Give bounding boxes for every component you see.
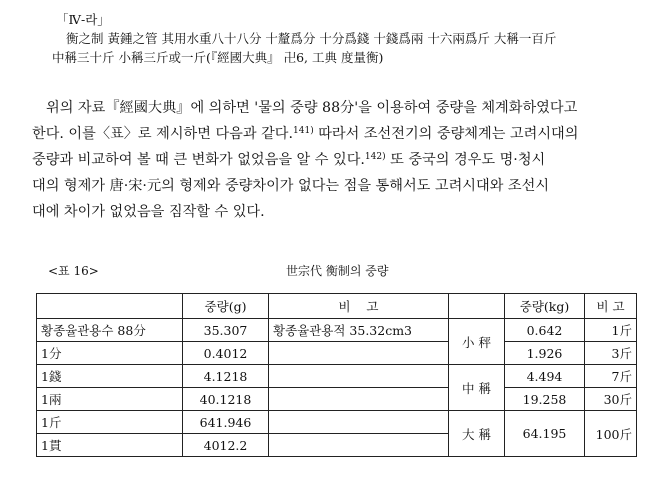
- scale-note-cell: 1斤: [585, 319, 637, 342]
- scale-note-cell: 7斤: [585, 365, 637, 388]
- table-row: [37, 365, 637, 388]
- header-unit: [37, 294, 183, 319]
- scale-note-cell: 100斤: [585, 411, 637, 457]
- weight-table: [36, 293, 637, 457]
- kg-cell: 4.494: [505, 365, 585, 388]
- table-caption: <표 16>: [48, 264, 99, 278]
- unit-cell: 1錢: [37, 365, 183, 388]
- quote-line-2: 中稱三十斤 小稱三斤或一斤(『經國大典』 卍6, 工典 度量衡): [52, 50, 384, 65]
- table-header-row: [37, 294, 637, 319]
- paragraph-line-5: 대에 차이가 없었음을 짐작할 수 있다.: [32, 204, 265, 220]
- note-cell: [269, 388, 449, 411]
- table-title: 世宗代 衡制의 중량: [286, 264, 389, 278]
- note-cell: [269, 434, 449, 457]
- unit-cell: 1兩: [37, 388, 183, 411]
- paragraph-text: 또 중국의 경우도 명·청시: [385, 152, 546, 168]
- quoted-source: [52, 10, 642, 67]
- kg-cell: 0.642: [505, 319, 585, 342]
- quote-line-1: 衡之制 黃鍾之管 其用水重八十八分 十釐爲分 十分爲錢 十錢爲兩 十六兩爲斤 大稱一百斤: [66, 31, 557, 46]
- body-paragraph: [32, 95, 644, 225]
- table-row: [37, 411, 637, 434]
- note-cell: 황종율관용적 35.32cm3: [269, 319, 449, 342]
- header-note: 비 고: [269, 294, 449, 319]
- weight-cell: 0.4012: [183, 342, 269, 365]
- scale-note-cell: 3斤: [585, 342, 637, 365]
- footnote-142: 142): [364, 152, 386, 162]
- paragraph-text: 중량과 비교하여 볼 때 큰 변화가 없었음을 알 수 있다.: [32, 152, 365, 168]
- weight-cell: 40.1218: [183, 388, 269, 411]
- scale-note-cell: 30斤: [585, 388, 637, 411]
- table-row: [37, 319, 637, 342]
- weight-cell: 4012.2: [183, 434, 269, 457]
- kg-cell: 19.258: [505, 388, 585, 411]
- unit-cell: 1分: [37, 342, 183, 365]
- unit-cell: 1貫: [37, 434, 183, 457]
- paragraph-line-4: 대의 형제가 唐·宋·元의 형제와 중량차이가 없다는 점을 통해서도 고려시대와 조선시: [32, 178, 550, 194]
- weight-cell: 35.307: [183, 319, 269, 342]
- paragraph-text: 한다. 이를〈표〉로 제시하면 다음과 같다.: [32, 126, 294, 142]
- paragraph-line-1: [32, 95, 644, 121]
- scale-name-cell: 中 稱: [449, 365, 505, 411]
- header-note-2: 비 고: [585, 294, 637, 319]
- footnote-141: 141): [293, 126, 314, 136]
- note-cell: [269, 365, 449, 388]
- note-cell: [269, 411, 449, 434]
- table-row: [37, 388, 637, 411]
- header-scale: [449, 294, 505, 319]
- paragraph-line-2: [32, 121, 644, 147]
- unit-cell: 1斤: [37, 411, 183, 434]
- paragraph-line-3: [32, 147, 644, 173]
- source-reference: 「Ⅳ-라」: [56, 12, 110, 27]
- table-row: [37, 342, 637, 365]
- weight-cell: 4.1218: [183, 365, 269, 388]
- kg-cell: 1.926: [505, 342, 585, 365]
- weight-cell: 641.946: [183, 411, 269, 434]
- scale-name-cell: 小 秤: [449, 319, 505, 365]
- kg-cell: 64.195: [505, 411, 585, 457]
- unit-cell: 황종율관용수 88分: [37, 319, 183, 342]
- note-cell: [269, 342, 449, 365]
- paragraph-text: 위의 자료『經國大典』에 의하면 '물의 중량 88分'을 이용하여 중량을 체계화하였다고: [46, 100, 578, 116]
- paragraph-text: 따라서 조선전기의 중량체계는 고려시대의: [313, 126, 579, 142]
- scale-name-cell: 大 稱: [449, 411, 505, 457]
- header-weight-g: 중량(g): [183, 294, 269, 319]
- header-weight-kg: 중량(kg): [505, 294, 585, 319]
